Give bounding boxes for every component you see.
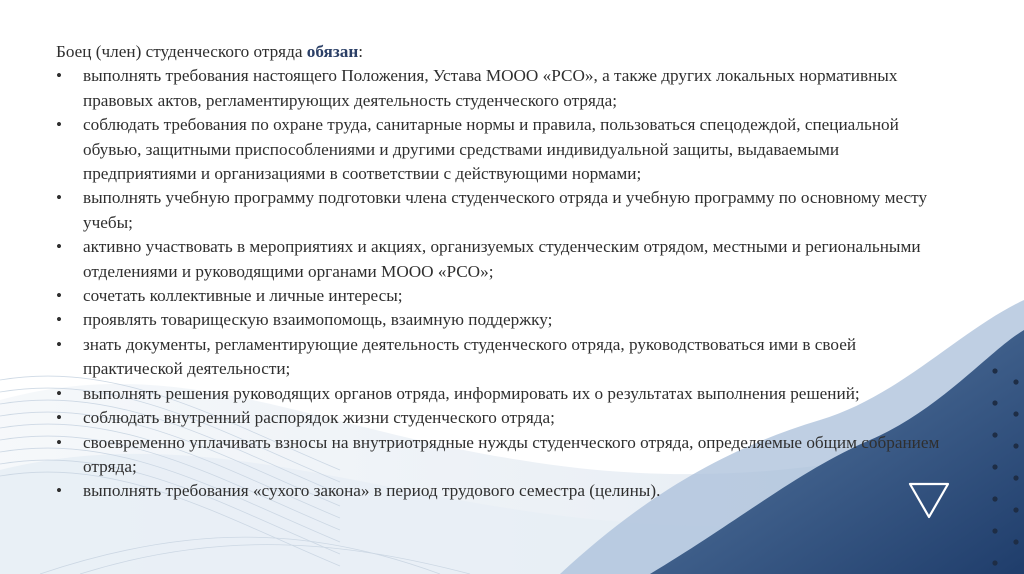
bullet-icon: • [56,481,63,501]
list-item-text: проявлять товарищескую взаимопомощь, взаимную поддержку; [83,310,553,330]
list-item-text: знать документы, регламентирующие деятельность студенческого отряда, руководствоваться ими в своей практической деятельности; [83,334,857,379]
heading-colon: : [358,42,364,61]
list-item [56,479,956,503]
heading-text: Боец (член) студенческого отряда [56,42,307,61]
list-item-text: соблюдать требования по охране труда, санитарные нормы и правила, пользоваться спецодеждой, специальной обувью, защитными приспособлениями и другими средствами индивидуальной защиты, выдаваемыми предприятиями и организациями в соответствии с действующими нормами; [83,115,899,184]
list-item [56,235,956,284]
list-item [56,113,956,186]
list-item [56,284,956,308]
bullet-icon: • [56,310,63,330]
list-item [56,431,956,480]
bullet-icon: • [56,432,63,452]
list-item [56,382,956,406]
list-item [56,64,956,113]
list-item-text: выполнять решения руководящих органов отряда, информировать их о результатах выполнения решений; [83,383,860,403]
bullet-icon: • [56,115,63,135]
bullet-icon: • [56,237,63,257]
list-item-text: выполнять требования настоящего Положения, Устава МООО «РСО», а также других локальных нормативных правовых актов, регламентирующих деятельность студенческого отряда; [83,66,898,110]
bullet-icon: • [56,334,63,354]
list-item [56,186,956,235]
bullet-icon: • [56,188,63,208]
bullet-icon: • [56,66,63,86]
list-item-text: выполнять учебную программу подготовки члена студенческого отряда и учебную программу по основному месту учебы; [83,188,928,232]
bullet-icon: • [56,383,63,403]
list-item-text: своевременно уплачивать взносы на внутриотрядные нужды студенческого отряда, определяемые общим собранием отряда; [83,432,940,476]
list-item-text: активно участвовать в мероприятиях и акциях, организуемых студенческим отрядом, местными и региональными отделениями и руководящими органами МООО «РСО»; [83,237,921,281]
list-item [56,333,956,382]
bullet-icon: • [56,408,63,428]
slide-content [56,40,956,504]
list-item-text: выполнять требования «сухого закона» в период трудового семестра (целины). [83,481,661,501]
heading-emphasis: обязан [306,42,359,61]
slide-heading [56,40,956,64]
list-item-text: соблюдать внутренний распорядок жизни студенческого отряда; [83,408,555,428]
bullet-icon: • [56,286,63,306]
list-item [56,308,956,332]
list-item-text: сочетать коллективные и личные интересы; [83,286,403,306]
duties-list [56,64,956,503]
list-item [56,406,956,430]
